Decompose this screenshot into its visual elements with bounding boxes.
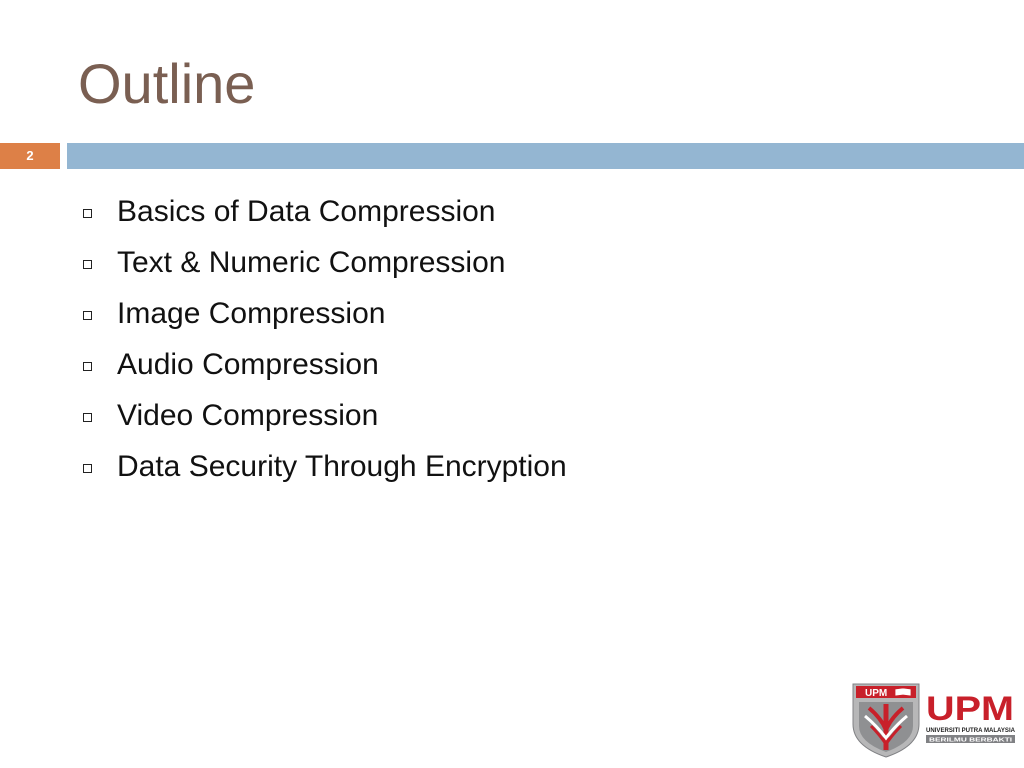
hollow-square-icon (83, 362, 92, 371)
university-name: UNIVERSITI PUTRA MALAYSIA (926, 727, 1016, 734)
bullet-text: Data Security Through Encryption (117, 449, 567, 483)
slide-number-badge (0, 143, 60, 169)
bullet-text: Audio Compression (117, 347, 379, 381)
hollow-square-icon (83, 464, 92, 473)
upm-wordmark: UPM (926, 690, 1014, 728)
hollow-square-icon (83, 209, 92, 218)
shield-text: UPM (865, 688, 888, 699)
university-motto: BERILMU BERBAKTI (929, 737, 1013, 744)
slide-number: 2 (26, 148, 34, 163)
bullet-text: Video Compression (117, 398, 379, 432)
title-divider-band (67, 143, 1024, 169)
hollow-square-icon (83, 311, 92, 320)
upm-logo (851, 682, 1017, 758)
list-item (82, 390, 567, 441)
bullet-text: Image Compression (117, 296, 386, 330)
slide-title: Outline (78, 52, 256, 115)
list-item (82, 288, 567, 339)
hollow-square-icon (83, 413, 92, 422)
bullet-text: Basics of Data Compression (117, 194, 496, 228)
bullet-text: Text & Numeric Compression (117, 245, 506, 279)
list-item (82, 186, 567, 237)
book-icon (895, 688, 911, 696)
list-item (82, 339, 567, 390)
list-item (82, 237, 567, 288)
list-item (82, 441, 567, 492)
bullet-list (82, 186, 567, 492)
hollow-square-icon (83, 260, 92, 269)
